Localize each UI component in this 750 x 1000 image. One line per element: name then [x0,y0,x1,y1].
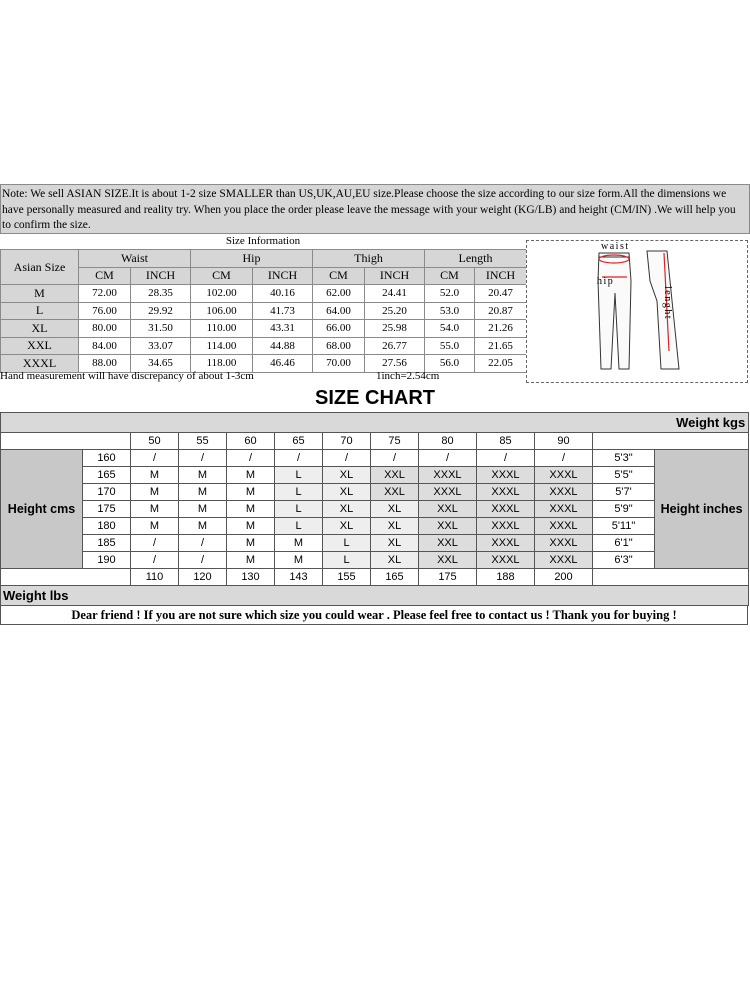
weight-lb-value: 130 [227,569,275,586]
size-chart-row [1,518,749,535]
recommended-size-cell: M [227,467,275,484]
weight-lb-value: 110 [131,569,179,586]
weight-kgs-row [1,433,749,450]
recommended-size-cell: M [275,552,323,569]
height-inch-value: 5'7' [593,484,655,501]
recommended-size-cell: / [179,535,227,552]
height-cm-value: 185 [83,535,131,552]
recommended-size-cell: XXXL [535,484,593,501]
size-value: 25.20 [365,302,425,320]
size-value: 20.47 [475,285,527,303]
size-value: 70.00 [313,355,365,373]
unit-header: INCH [475,267,527,285]
recommended-size-cell: / [179,450,227,467]
size-chart-row [1,467,749,484]
size-value: 114.00 [191,337,253,355]
weight-lbs-label: Weight lbs [1,586,749,606]
recommended-size-cell: XXXL [535,518,593,535]
size-chart-row [1,552,749,569]
size-value: 84.00 [79,337,131,355]
recommended-size-cell: / [535,450,593,467]
unit-header: INCH [131,267,191,285]
size-label: XXXL [1,355,79,373]
size-value: 64.00 [313,302,365,320]
recommended-size-cell: XXXL [477,484,535,501]
size-info-footer [0,369,526,384]
hip-label: hip [597,276,615,287]
recommended-size-cell: XXL [419,552,477,569]
size-value: 26.77 [365,337,425,355]
size-value: 24.41 [365,285,425,303]
height-inch-value: 5'5" [593,467,655,484]
size-label: XL [1,320,79,338]
chart-corner-cell [593,433,749,450]
size-value: 72.00 [79,285,131,303]
size-info-group-row [1,250,527,268]
height-inches-label: Height inches [655,450,749,569]
recommended-size-cell: XL [323,501,371,518]
asian-size-header: Asian Size [1,250,79,285]
recommended-size-cell: / [131,535,179,552]
size-label: L [1,302,79,320]
recommended-size-cell: XXL [371,484,419,501]
recommended-size-cell: / [419,450,477,467]
weight-kg-value: 85 [477,433,535,450]
unit-header: CM [79,267,131,285]
weight-kg-value: 55 [179,433,227,450]
size-value: 20.87 [475,302,527,320]
height-inch-value: 5'9" [593,501,655,518]
recommended-size-cell: L [275,501,323,518]
size-value: 25.98 [365,320,425,338]
size-value: 76.00 [79,302,131,320]
measurement-discrepancy-note: Hand measurement will have discrepancy of about 1-3cm [0,370,254,382]
recommended-size-cell: XXXL [419,467,477,484]
recommended-size-cell: M [227,484,275,501]
size-chart-row [1,535,749,552]
recommended-size-cell: XXL [419,501,477,518]
recommended-size-cell: M [227,535,275,552]
recommended-size-cell: / [131,552,179,569]
height-inch-value: 6'1" [593,535,655,552]
size-value: 110.00 [191,320,253,338]
recommended-size-cell: M [131,467,179,484]
recommended-size-cell: L [323,552,371,569]
chart-corner-cell [1,433,131,450]
front-pants-icon [598,253,631,369]
size-value: 28.35 [131,285,191,303]
size-note: Note: We sell ASIAN SIZE.It is about 1-2 size SMALLER than US,UK,AU,EU size.Please choose the size according to our size form.All the dimensions we have personally measured and reality try. When you place the order please leave the message with your weight (KG/LB) and height (CM/IN) .We will help you to confirm the size. [0,184,750,234]
recommended-size-cell: / [371,450,419,467]
weight-kgs-label: Weight kgs [1,413,749,433]
size-value: 21.26 [475,320,527,338]
size-value: 66.00 [313,320,365,338]
recommended-size-cell: XL [323,484,371,501]
recommended-size-cell: XXXL [477,552,535,569]
recommended-size-cell: XXL [371,467,419,484]
weight-lb-value: 200 [535,569,593,586]
height-inch-value: 5'3" [593,450,655,467]
recommended-size-cell: / [179,552,227,569]
recommended-size-cell: / [131,450,179,467]
unit-header: INCH [253,267,313,285]
size-label: M [1,285,79,303]
weight-lb-value: 155 [323,569,371,586]
size-value: 55.0 [425,337,475,355]
size-value: 52.0 [425,285,475,303]
height-cm-value: 160 [83,450,131,467]
recommended-size-cell: XL [371,535,419,552]
recommended-size-cell: M [131,518,179,535]
recommended-size-cell: / [275,450,323,467]
recommended-size-cell: XXL [419,518,477,535]
weight-kg-value: 80 [419,433,477,450]
size-value: 27.56 [365,355,425,373]
size-value: 29.92 [131,302,191,320]
size-info-unit-row [1,267,527,285]
recommended-size-cell: XXXL [535,501,593,518]
recommended-size-cell: L [275,518,323,535]
weight-lb-value: 165 [371,569,419,586]
recommended-size-cell: L [275,467,323,484]
recommended-size-cell: M [179,484,227,501]
size-info-title: Size Information [0,234,526,249]
weight-lb-value: 175 [419,569,477,586]
recommended-size-cell: M [179,518,227,535]
measure-group-length: Length [425,250,527,268]
recommended-size-cell: M [179,467,227,484]
size-value: 68.00 [313,337,365,355]
size-info-table [0,249,527,373]
chart-corner-cell [593,569,749,586]
recommended-size-cell: / [477,450,535,467]
recommended-size-cell: L [323,535,371,552]
recommended-size-cell: XXXL [477,467,535,484]
measure-group-thigh: Thigh [313,250,425,268]
recommended-size-cell: XL [371,518,419,535]
size-chart-table [0,412,749,606]
height-cm-value: 190 [83,552,131,569]
pants-drawing [527,241,747,382]
size-value: 54.0 [425,320,475,338]
size-info-row [1,302,527,320]
pants-measurement-illustration [526,240,748,383]
size-chart-section [0,412,750,625]
size-chart-title: SIZE CHART [315,387,435,409]
size-value: 22.05 [475,355,527,373]
size-information-section [0,184,750,384]
recommended-size-cell: / [227,450,275,467]
size-label: XXL [1,337,79,355]
weight-kg-value: 70 [323,433,371,450]
size-value: 43.31 [253,320,313,338]
recommended-size-cell: XXXL [477,501,535,518]
height-cm-value: 165 [83,467,131,484]
size-info-table-wrap [0,234,526,373]
unit-header: INCH [365,267,425,285]
recommended-size-cell: XXXL [535,535,593,552]
size-value: 102.00 [191,285,253,303]
size-value: 88.00 [79,355,131,373]
size-info-row [1,320,527,338]
unit-header: CM [313,267,365,285]
height-inch-value: 5'11" [593,518,655,535]
recommended-size-cell: XL [323,467,371,484]
height-cm-value: 175 [83,501,131,518]
size-info-row [1,337,527,355]
measure-group-hip: Hip [191,250,313,268]
recommended-size-cell: XL [371,552,419,569]
size-value: 46.46 [253,355,313,373]
recommended-size-cell: XL [323,518,371,535]
chart-corner-cell [1,569,131,586]
height-cm-value: 180 [83,518,131,535]
size-value: 21.65 [475,337,527,355]
recommended-size-cell: XXXL [419,484,477,501]
size-value: 62.00 [313,285,365,303]
waist-label: waist [601,241,630,252]
recommended-size-cell: L [275,484,323,501]
recommended-size-cell: XXXL [477,518,535,535]
size-value: 34.65 [131,355,191,373]
recommended-size-cell: M [179,501,227,518]
size-value: 41.73 [253,302,313,320]
recommended-size-cell: XXXL [477,535,535,552]
unit-header: CM [425,267,475,285]
size-chart-row [1,484,749,501]
recommended-size-cell: M [227,518,275,535]
weight-kg-value: 65 [275,433,323,450]
size-chart-row [1,501,749,518]
recommended-size-cell: / [323,450,371,467]
size-value: 56.0 [425,355,475,373]
size-value: 118.00 [191,355,253,373]
recommended-size-cell: M [275,535,323,552]
height-inch-value: 6'3" [593,552,655,569]
unit-header: CM [191,267,253,285]
size-info-row [1,285,527,303]
recommended-size-cell: M [131,484,179,501]
recommended-size-cell: M [227,552,275,569]
recommended-size-cell: M [131,501,179,518]
height-cms-label: Height cms [1,450,83,569]
weight-lbs-row [1,569,749,586]
height-cm-value: 170 [83,484,131,501]
size-chart-row [1,450,749,467]
weight-lbs-header-row [1,586,749,606]
weight-kgs-header-row [1,413,749,433]
weight-kg-value: 90 [535,433,593,450]
size-value: 80.00 [79,320,131,338]
size-value: 106.00 [191,302,253,320]
weight-kg-value: 60 [227,433,275,450]
recommended-size-cell: XL [371,501,419,518]
weight-kg-value: 50 [131,433,179,450]
recommended-size-cell: XXL [419,535,477,552]
size-value: 53.0 [425,302,475,320]
weight-lb-value: 120 [179,569,227,586]
recommended-size-cell: M [227,501,275,518]
weight-lb-value: 188 [477,569,535,586]
length-label: lenght [662,286,673,320]
recommended-size-cell: XXXL [535,467,593,484]
weight-kg-value: 75 [371,433,419,450]
size-value: 33.07 [131,337,191,355]
size-value: 40.16 [253,285,313,303]
inch-conversion-note: 1inch=2.54cm [376,370,440,382]
contact-message: Dear friend ! If you are not sure which size you could wear . Please feel free to contact us ! Thank you for buying ! [0,606,748,625]
weight-lb-value: 143 [275,569,323,586]
size-value: 44.88 [253,337,313,355]
size-value: 31.50 [131,320,191,338]
recommended-size-cell: XXXL [535,552,593,569]
measure-group-waist: Waist [79,250,191,268]
